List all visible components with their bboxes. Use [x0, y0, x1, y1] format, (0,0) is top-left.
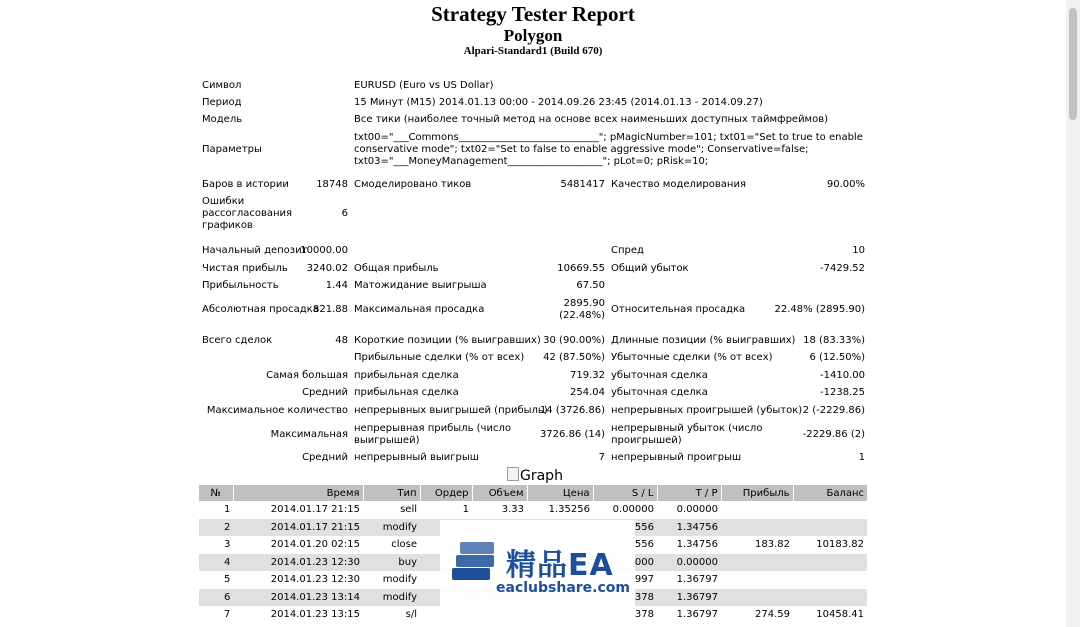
table-cell: 183.82	[755, 539, 790, 551]
net-profit-label: Чистая прибыль	[202, 263, 288, 274]
orders-header-row	[199, 485, 867, 501]
table-cell: 6	[199, 589, 233, 607]
table-cell: 1.36797	[676, 609, 718, 621]
broken-image-icon	[507, 467, 519, 481]
table-cell: 1	[462, 504, 469, 516]
short-positions-value: 30 (90.00%)	[543, 335, 605, 346]
table-cell: close	[391, 539, 417, 551]
report-build: Alpari-Standard1 (Build 670)	[463, 45, 603, 57]
gross-loss-value: -7429.52	[820, 263, 865, 274]
avg-loss-value: -1238.25	[820, 387, 865, 398]
bars-label: Баров в истории	[202, 179, 289, 190]
max-drawdown-value: 2895.90 (22.48%)	[559, 298, 605, 321]
table-cell: s/l	[405, 609, 417, 621]
vertical-scrollbar[interactable]	[1066, 0, 1080, 627]
table-cell: 1.36797	[676, 574, 718, 586]
table-cell: modify	[382, 574, 417, 586]
cons-profit-label: непрерывная прибыль (число выигрышей)	[354, 423, 511, 446]
loss-trades-label: Убыточные сделки (% от всех)	[611, 352, 773, 363]
table-cell: 3.33	[501, 504, 524, 516]
largest-loss-label: убыточная сделка	[611, 370, 708, 381]
table-cell: 378	[634, 609, 654, 621]
spread-label: Спред	[611, 245, 644, 256]
largest-profit-label: прибыльная сделка	[354, 370, 459, 381]
cons-loss-value: -2229.86 (2)	[802, 429, 865, 440]
table-cell	[721, 501, 793, 519]
ticks-label: Смоделировано тиков	[354, 179, 472, 190]
errors-value: 6	[341, 208, 348, 219]
model-value: Все тики (наиболее точный метод на основе всех наименьших доступных таймфреймов)	[354, 114, 829, 125]
long-positions-label: Длинные позиции (% выигравших)	[611, 335, 796, 346]
table-cell: 0.00000	[657, 554, 721, 572]
graph-image	[507, 467, 563, 484]
table-cell: 556	[634, 539, 654, 551]
table-cell: 10183.82	[816, 539, 864, 551]
table-cell: 2014.01.17 21:15	[233, 519, 363, 537]
table-cell	[721, 519, 793, 537]
average-label: Средний	[302, 387, 348, 398]
period-label: Период	[202, 97, 242, 108]
quality-value: 90.00%	[826, 179, 865, 190]
symbol-value: EURUSD (Euro vs US Dollar)	[354, 80, 494, 91]
period-value: 15 Минут (M15) 2014.01.13 00:00 - 2014.09.26 23:45 (2014.01.13 - 2014.09.27)	[354, 97, 763, 108]
cons-profit-value: 3726.86 (14)	[539, 429, 605, 440]
gross-profit-label: Общая прибыль	[354, 263, 439, 274]
abs-drawdown-label: Абсолютная просадка	[202, 304, 319, 315]
watermark-url: eaclubshare.com	[496, 580, 630, 596]
table-cell: 2014.01.23 13:15	[270, 609, 360, 621]
avg-cons-losses-label: непрерывный проигрыш	[611, 452, 742, 463]
table-cell: 1.36797	[657, 589, 721, 607]
short-positions-label: Короткие позиции (% выигравших)	[354, 335, 541, 346]
gross-loss-label: Общий убыток	[611, 263, 689, 274]
table-cell: 0.00000	[676, 504, 718, 516]
rel-drawdown-value: 22.48% (2895.90)	[774, 304, 865, 315]
profit-trades-value: 42 (87.50%)	[543, 352, 605, 363]
largest-label: Самая большая	[266, 370, 348, 381]
total-trades-label: Всего сделок	[202, 335, 273, 346]
largest-profit-value: 719.32	[570, 370, 605, 381]
table-cell: 2014.01.23 12:30	[270, 574, 360, 586]
loss-trades-value: 6 (12.50%)	[809, 352, 865, 363]
spread-value: 10	[852, 245, 865, 256]
report-title: Strategy Tester Report	[431, 2, 635, 26]
largest-loss-value: -1410.00	[820, 370, 865, 381]
max-drawdown-label: Максимальная просадка	[354, 304, 485, 315]
table-cell	[721, 554, 793, 572]
table-cell: 556	[593, 519, 657, 537]
cons-losses-value: 2 (-2229.86)	[802, 405, 865, 416]
long-positions-value: 18 (83.33%)	[803, 335, 865, 346]
col-number-header: №	[199, 485, 233, 501]
table-cell: 997	[634, 574, 654, 586]
quality-label: Качество моделирования	[611, 179, 746, 190]
table-cell: 1.34756	[657, 519, 721, 537]
graph-alt-text: Graph	[520, 468, 563, 484]
deposit-label: Начальный депозит	[202, 245, 308, 256]
table-cell	[721, 589, 793, 607]
table-cell: 3	[224, 539, 231, 551]
deposit-value: 10000.00	[300, 245, 348, 256]
avg-cons-wins-label: непрерывный выигрыш	[354, 452, 479, 463]
table-cell: 1.34756	[676, 539, 718, 551]
table-cell	[793, 519, 867, 537]
cons-wins-value: 14 (3726.86)	[539, 405, 605, 416]
avg-loss-label: убыточная сделка	[611, 387, 708, 398]
table-cell: 1	[224, 504, 231, 516]
bars-value: 18748	[316, 179, 348, 190]
cons-losses-label: непрерывных проигрышей (убыток)	[611, 405, 803, 416]
cons-loss-label: непрерывный убыток (число проигрышей)	[611, 423, 763, 446]
max-count-label: Максимальное количество	[206, 405, 348, 416]
table-cell: 378	[593, 589, 657, 607]
table-row	[199, 501, 867, 519]
col-order-header: Ордер	[420, 485, 472, 501]
abs-drawdown-value: 821.88	[313, 304, 348, 315]
table-cell: 10458.41	[816, 609, 864, 621]
table-cell: 2014.01.23 12:30	[233, 554, 363, 572]
report-subtitle: Polygon	[503, 26, 563, 45]
params-label: Параметры	[202, 144, 262, 155]
table-cell	[793, 571, 867, 589]
table-cell: 2	[199, 519, 233, 537]
col-volume-header: Объем	[472, 485, 527, 501]
params-value: txt00="___Commons____________________________"; pMagicNumber=101; txt01="Set to true to enable conservative mode"; txt02="Set to false to enable aggressive mode"; Conservative=false; txt03="___MoneyManagement___________________"; pLot=0; pRisk=10;	[354, 132, 863, 167]
gross-profit-value: 10669.55	[557, 263, 605, 274]
col-type-header: Тип	[363, 485, 420, 501]
col-sl-header: S / L	[593, 485, 657, 501]
ticks-value: 5481417	[560, 179, 605, 190]
symbol-label: Символ	[202, 80, 242, 91]
table-cell: 2014.01.17 21:15	[270, 504, 360, 516]
avg-profit-label: прибыльная сделка	[354, 387, 459, 398]
table-cell: 0.00000	[612, 504, 654, 516]
table-cell	[793, 554, 867, 572]
table-cell: 000	[593, 554, 657, 572]
table-cell: buy	[363, 554, 420, 572]
profit-factor-value: 1.44	[325, 280, 348, 291]
maximal-label: Максимальная	[270, 429, 348, 440]
scrollbar-thumb[interactable]	[1069, 8, 1077, 120]
profit-factor-label: Прибыльность	[202, 280, 279, 291]
col-tp-header: T / P	[657, 485, 721, 501]
table-cell	[721, 571, 793, 589]
table-cell: 274.59	[755, 609, 790, 621]
watermark-title: 精品EA	[506, 548, 614, 583]
avg-profit-value: 254.04	[570, 387, 605, 398]
table-cell	[793, 501, 867, 519]
col-balance-header: Баланс	[793, 485, 867, 501]
table-cell: modify	[363, 519, 420, 537]
table-cell: modify	[363, 589, 420, 607]
avg-cons-wins-value: 7	[598, 452, 605, 463]
table-cell: sell	[400, 504, 417, 516]
model-label: Модель	[202, 114, 243, 125]
rel-drawdown-label: Относительная просадка	[611, 304, 746, 315]
col-profit-header: Прибыль	[721, 485, 793, 501]
cons-wins-label: непрерывных выигрышей (прибыль)	[354, 405, 548, 416]
table-cell: 2014.01.20 02:15	[270, 539, 360, 551]
payoff-label: Матожидание выигрыша	[354, 280, 487, 291]
watermark	[440, 520, 635, 620]
col-time-header: Время	[233, 485, 363, 501]
table-cell: 2014.01.23 13:14	[233, 589, 363, 607]
col-price-header: Цена	[527, 485, 593, 501]
avg-cons-losses-value: 1	[858, 452, 865, 463]
table-cell: 1.35256	[548, 504, 590, 516]
avg-consecutive-label: Средний	[302, 452, 348, 463]
table-cell: 7	[224, 609, 231, 621]
net-profit-value: 3240.02	[306, 263, 348, 274]
stacked-books-icon	[448, 538, 498, 590]
payoff-value: 67.50	[576, 280, 605, 291]
errors-label: Ошибки рассогласования графиков	[202, 196, 293, 231]
table-cell: 5	[224, 574, 231, 586]
profit-trades-label: Прибыльные сделки (% от всех)	[354, 352, 525, 363]
table-cell: 4	[199, 554, 233, 572]
total-trades-value: 48	[335, 335, 348, 346]
table-cell	[793, 589, 867, 607]
